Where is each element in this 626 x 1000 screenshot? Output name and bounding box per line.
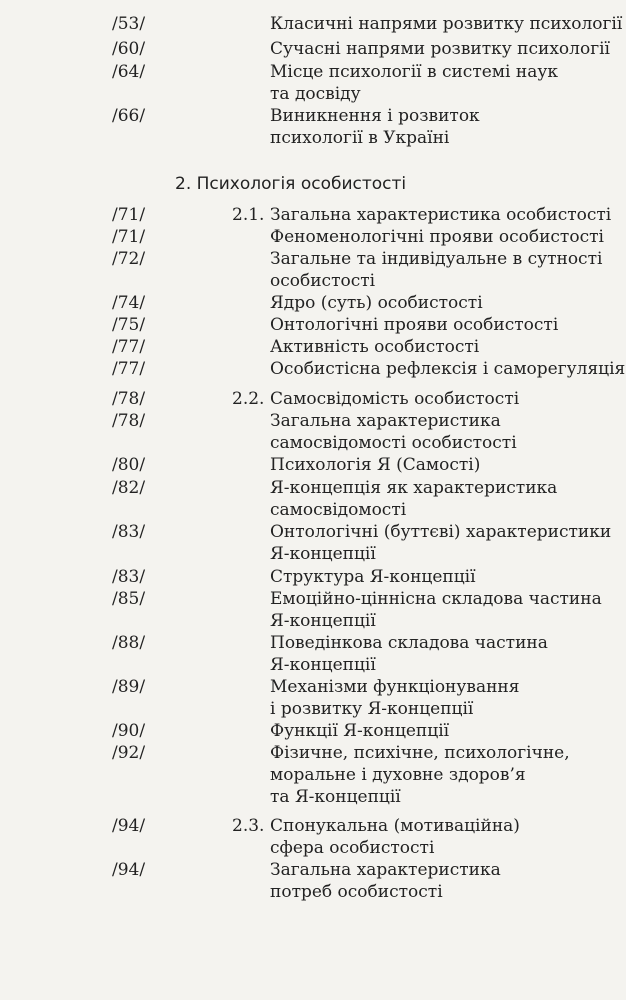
entry-title-line: Особистісна рефлексія і саморегуляція <box>270 359 626 379</box>
entry-title <box>270 105 480 149</box>
entry-title-line: особистості <box>270 271 376 291</box>
entry-title-line: Механізми функціонування <box>270 677 520 697</box>
entry-title <box>270 13 622 35</box>
page-number: /77/ <box>112 337 146 357</box>
entry-title-line: Поведінкова складова частина <box>270 633 548 653</box>
page-number: /77/ <box>112 359 146 379</box>
entry-title <box>270 477 557 521</box>
entry-title <box>270 632 548 676</box>
entry-title-line: Психологія Я (Самості) <box>270 455 481 475</box>
entry-title <box>270 588 602 632</box>
page-number: /85/ <box>112 589 146 609</box>
page-number: /60/ <box>112 39 146 59</box>
page-number: /78/ <box>112 411 146 431</box>
entry-title-line: Феноменологічні прояви особистості <box>270 227 604 247</box>
section-number: 2.2. <box>232 389 265 409</box>
entry-title-line: Я-концепції <box>270 655 376 675</box>
entry-title <box>270 521 611 565</box>
entry-title-line: Спонукальна (мотиваційна) <box>270 816 520 836</box>
entry-title <box>270 336 479 358</box>
entry-title <box>270 248 602 292</box>
entry-title-line: і розвитку Я-концепції <box>270 699 474 719</box>
entry-title-line: Функції Я-концепції <box>270 721 450 741</box>
entry-title-line: моральне і духовне здоров’я <box>270 765 526 785</box>
page-number: /72/ <box>112 249 146 269</box>
page-number: /80/ <box>112 455 146 475</box>
entry-title <box>270 204 611 226</box>
page-number: /53/ <box>112 14 146 34</box>
entry-title <box>270 566 476 588</box>
page-number: /75/ <box>112 315 146 335</box>
entry-title-line: Структура Я-концепції <box>270 567 476 587</box>
page-number: /83/ <box>112 522 146 542</box>
entry-title <box>270 676 519 720</box>
section-heading: 2. Психологія особистості <box>175 174 407 194</box>
entry-title-line: Загальна характеристика особистості <box>270 205 612 225</box>
entry-title-line: самосвідомості особистості <box>270 433 517 453</box>
page-number: /88/ <box>112 633 146 653</box>
entry-title-line: Я-концепції <box>270 611 376 631</box>
page-number: /89/ <box>112 677 146 697</box>
entry-title-line: Ядро (суть) особистості <box>270 293 483 313</box>
page-number: /66/ <box>112 106 146 126</box>
page-number: /78/ <box>112 389 146 409</box>
entry-title <box>270 720 449 742</box>
entry-title-line: Емоційно-ціннісна складова частина <box>270 589 602 609</box>
page-number: /82/ <box>112 478 146 498</box>
entry-title <box>270 410 517 454</box>
entry-title <box>270 815 520 859</box>
page-number: /83/ <box>112 567 146 587</box>
entry-title-line: Виникнення і розвиток <box>270 106 480 126</box>
entry-title-line: та досвіду <box>270 84 361 104</box>
entry-title-line: Онтологічні (буттєві) характеристики <box>270 522 612 542</box>
entry-title-line: Самосвідомість особистості <box>270 389 520 409</box>
entry-title <box>270 38 610 60</box>
entry-title <box>270 742 570 808</box>
entry-title <box>270 388 519 410</box>
entry-title-line: Загальна характеристика <box>270 860 501 880</box>
page-number: /94/ <box>112 860 146 880</box>
section-number: 2.3. <box>232 816 265 836</box>
entry-title <box>270 226 604 248</box>
entry-title-line: Класичні напрями розвитку психології <box>270 14 623 34</box>
entry-title-line: психології в Україні <box>270 128 450 148</box>
entry-title-line: Місце психології в системі наук <box>270 62 558 82</box>
entry-title <box>270 61 558 105</box>
entry-title-line: Загальна характеристика <box>270 411 501 431</box>
entry-title-line: Онтологічні прояви особистості <box>270 315 559 335</box>
page-number: /74/ <box>112 293 146 313</box>
page-number: /71/ <box>112 205 146 225</box>
entry-title <box>270 859 501 903</box>
page-number: /94/ <box>112 816 146 836</box>
page-number: /64/ <box>112 62 146 82</box>
entry-title <box>270 358 625 380</box>
page-number: /92/ <box>112 743 146 763</box>
entry-title <box>270 292 483 314</box>
entry-title-line: Сучасні напрями розвитку психології <box>270 39 610 59</box>
entry-title-line: Фізичне, психічне, психологічне, <box>270 743 570 763</box>
entry-title-line: Активність особистості <box>270 337 480 357</box>
page-number: /71/ <box>112 227 146 247</box>
section-number: 2.1. <box>232 205 265 225</box>
entry-title-line: та Я-концепції <box>270 787 401 807</box>
page-number: /90/ <box>112 721 146 741</box>
entry-title-line: Я-концепції <box>270 544 376 564</box>
entry-title <box>270 314 558 336</box>
entry-title-line: Я-концепція як характеристика <box>270 478 558 498</box>
entry-title-line: самосвідомості <box>270 500 407 520</box>
entry-title-line: сфера особистості <box>270 838 435 858</box>
entry-title-line: потреб особистості <box>270 882 443 902</box>
entry-title-line: Загальне та індивідуальне в сутності <box>270 249 603 269</box>
entry-title <box>270 454 480 476</box>
